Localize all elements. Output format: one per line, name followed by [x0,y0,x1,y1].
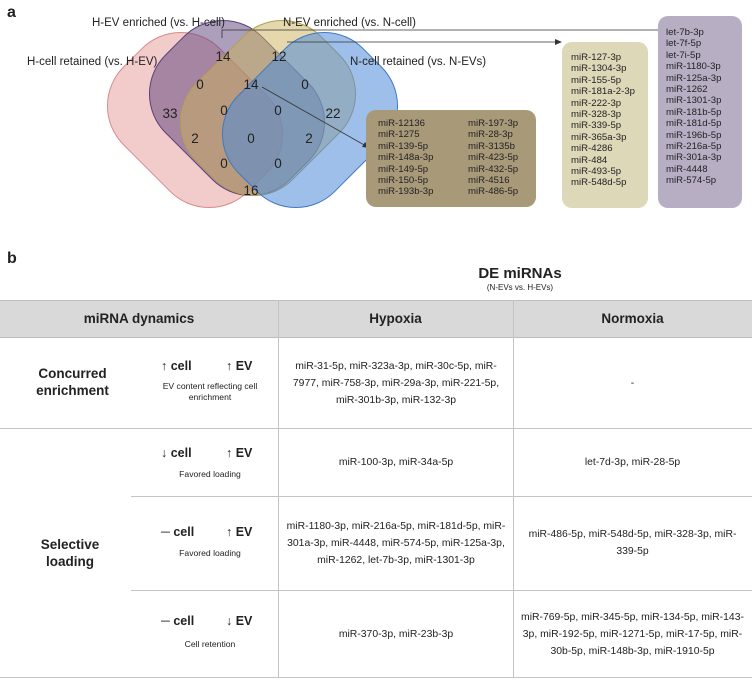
mirna-item: miR-148a-3p [378,152,434,164]
panel-a-letter: a [7,4,16,21]
mirna-item: miR-574-5p [666,175,717,187]
mirna-box-purple-list [666,27,721,187]
mirna-item: miR-4516 [468,175,510,187]
header-normoxia: Normoxia [601,311,664,326]
mirna-item: miR-1262 [666,84,708,96]
mirna-item: miR-150-5p [378,175,429,187]
venn-count-all-four: 0 [247,131,255,146]
mirna-box-brown-col2 [468,118,518,198]
row4-normoxia: miR-769-5p, miR-345-5p, miR-134-5p, miR-143-3p, miR-192-5p, miR-1271-5p, miR-17-5p, miR-30b-5p, miR-148b-3p, miR-1910-5p [521,611,744,657]
mirna-item: miR-1180-3p [666,61,721,73]
mirna-item: let-7b-3p [666,27,704,38]
mirna-box-brown-col1 [378,118,433,198]
mirna-item: miR-181a-2-3p [571,86,635,98]
header-mirna-dynamics: miRNA dynamics [83,311,195,326]
row2-normoxia: let-7d-3p, miR-28-5p [584,456,681,468]
row3-description: Favored loading [179,548,241,558]
mirna-item: miR-216a-5p [666,141,722,153]
venn-count-hcell-nev: 2 [191,131,199,146]
mirna-item: miR-155-5p [571,74,622,86]
venn-count-nev-ncell: 0 [301,77,309,92]
panel-b-letter: b [7,250,17,267]
row1-cell-direction: ↑ cell [161,359,192,373]
mirna-box-tan [562,42,648,208]
mirna-box-tan-list [571,52,635,189]
mirna-item: miR-181d-5p [666,118,722,130]
venn-count-n-cell-only: 22 [325,106,341,121]
row2-cell-direction: ↓ cell [161,446,192,460]
label-n-cell-retained: N-cell retained (vs. N-EVs) [350,56,487,68]
venn-count-hcell-hev-ncell: 0 [274,156,282,171]
venn-count-n-ev-only: 12 [271,49,287,64]
venn-count-hcell-nev-ncell: 0 [220,156,228,171]
row3-normoxia: miR-486-5p, miR-548d-5p, miR-328-3p, miR-339-5p [528,529,737,557]
mirna-item: miR-222-3p [571,97,622,109]
row4-hypoxia: miR-370-3p, miR-23b-3p [338,628,454,640]
mirna-box-purple [658,16,742,208]
mirna-item: miR-493-5p [571,166,622,178]
header-hypoxia: Hypoxia [369,311,422,326]
mirna-item: let-7f-5p [666,38,702,50]
mirna-box-brown [366,110,536,207]
mirna-item: miR-181b-5p [666,106,722,118]
mirna-item: miR-197-3p [468,118,519,129]
mirna-item: let-7i-5p [666,49,701,61]
row1-normoxia: - [630,377,635,389]
row2-description: Favored loading [179,469,241,479]
table-divider [0,428,752,429]
mirna-item: miR-3135b [468,140,515,152]
mirna-item: miR-486-5p [468,186,519,198]
venn-count-hcell-hev: 0 [196,77,204,92]
mirna-item: miR-193b-3p [378,186,434,198]
row1-description: EV content reflecting cell enrichment [162,381,258,402]
venn-count-h-cell-only: 33 [162,106,178,121]
label-h-ev-enriched: H-EV enriched (vs. H-cell) [92,17,225,29]
row4-ev-direction: ↓ EV [226,614,253,628]
row3-hypoxia: miR-1180-3p, miR-216a-5p, miR-181d-5p, miR-301a-3p, miR-4448, miR-574-5p, miR-125a-3p, miR-1262, let-7b-3p, miR-1301-3p [286,520,506,566]
row4-description: Cell retention [184,639,236,649]
mirna-item: miR-484 [571,154,608,166]
mirna-item: miR-365a-3p [571,131,627,143]
mirna-item: miR-4286 [571,143,613,155]
label-n-ev-enriched: N-EV enriched (vs. N-cell) [283,17,416,29]
venn-count-hcell-hev-nev: 0 [220,103,228,118]
venn-count-hcell-ncell: 16 [243,183,259,198]
table-divider [278,300,279,678]
row2-ev-direction: ↑ EV [226,446,253,460]
mirna-item: miR-548d-5p [571,177,627,189]
mirna-item: miR-125a-3p [666,72,722,84]
venn-count-hev-nev-ncell: 0 [274,103,282,118]
de-mirnas-title: DE miRNAs [478,265,562,282]
group-selective-loading: Selective loading [40,537,100,569]
mirna-item: miR-196b-5p [666,129,722,141]
label-h-cell-retained: H-cell retained (vs. H-EV) [27,56,158,68]
de-mirnas-subtitle: (N-EVs vs. H-EVs) [486,283,554,292]
venn-count-hev-nev: 14 [243,77,259,92]
venn-count-h-ev-only: 14 [215,49,231,64]
row2-hypoxia: miR-100-3p, miR-34a-5p [338,456,454,468]
table-divider [131,496,752,497]
table-divider [513,300,514,678]
mirna-item: miR-328-3p [571,109,622,121]
mirna-item: miR-301a-3p [666,152,722,164]
venn-count-hev-ncell: 2 [305,131,313,146]
mirna-item: miR-12136 [378,118,425,129]
table-divider [131,590,752,591]
mirna-item: miR-432-5p [468,163,519,175]
row1-hypoxia: miR-31-5p, miR-323a-3p, miR-30c-5p, miR-7977, miR-758-3p, miR-29a-3p, miR-221-5p, miR-301b-3p, miR-132-3p [292,360,500,406]
mirna-item: miR-423-5p [468,152,519,164]
mirna-item: miR-4448 [666,163,708,175]
row3-ev-direction: ↑ EV [226,525,253,539]
mirna-item: miR-1301-3p [666,95,722,107]
mirna-item: miR-1304-3p [571,63,627,75]
group-concurred-enrichment: Concurred enrichment [36,366,109,398]
row4-cell-direction: ─ cell [161,614,195,628]
row1-ev-direction: ↑ EV [226,359,253,373]
mirna-item: miR-127-3p [571,52,622,63]
connector-tan-arrow [555,39,562,45]
table-header [0,300,752,338]
row3-cell-direction: ─ cell [161,525,195,539]
table-divider [0,677,752,678]
mirna-item: miR-1275 [378,129,420,141]
mirna-item: miR-139-5p [378,140,429,152]
mirna-item: miR-149-5p [378,163,429,175]
mirna-item: miR-339-5p [571,120,622,132]
mirna-item: miR-28-3p [468,129,513,141]
